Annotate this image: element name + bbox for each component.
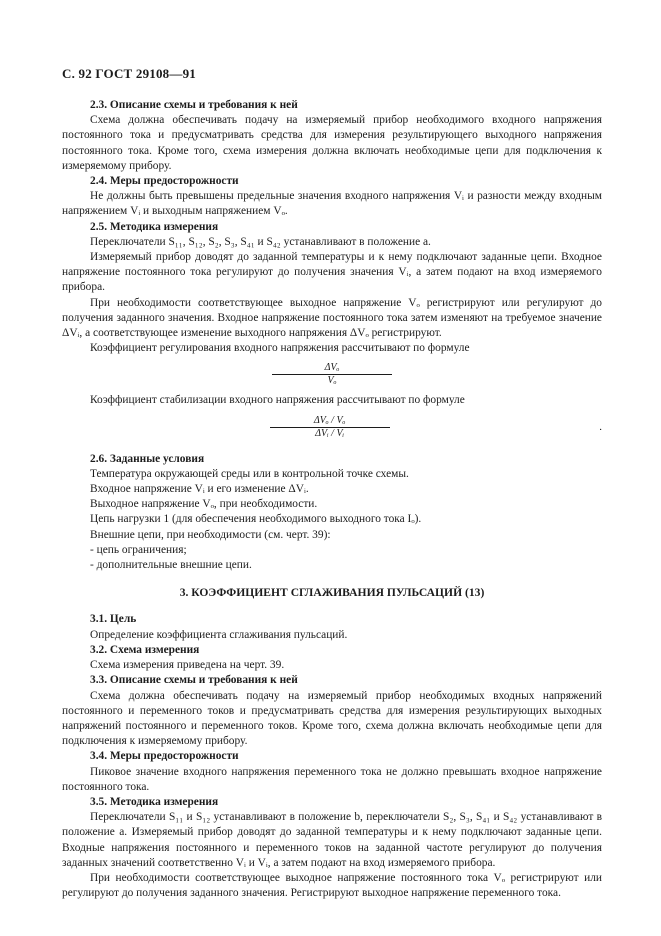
- formula-1-numerator: ΔVₒ: [324, 362, 340, 374]
- condition-1: Температура окружающей среды или в контрольной точке схемы.: [90, 467, 409, 480]
- section-3-4-title: 3.4. Меры предосторожности: [90, 750, 239, 763]
- condition-4: Цепь нагрузки 1 (для обеспечения необходимого выходного тока Iₒ).: [90, 513, 422, 526]
- section-3-2-text: Схема измерения приведена на черт. 39.: [90, 659, 285, 672]
- section-2-5-title: 2.5. Методика измерения: [90, 220, 219, 233]
- condition-2: Входное напряжение Vᵢ и его изменение ΔVᵢ.: [90, 483, 309, 496]
- formula-regulation: [62, 356, 602, 393]
- section-2-5-p5: Коэффициент стабилизации входного напряжения рассчитывают по формуле: [90, 394, 465, 407]
- formula-2-numerator: ΔVₒ / Vₒ: [313, 414, 346, 426]
- formula-1-denominator: Vₒ: [327, 375, 337, 387]
- section-2-4-title: 2.4. Меры предосторожности: [90, 175, 239, 188]
- section-2-6-title: 2.6. Заданные условия: [90, 452, 205, 465]
- section-2-5-p2: Измеряемый прибор доводят до заданной температуры и к нему подключают заданные цепи. Входное напряжение постоянного тока регулируют до получения значения Vᵢ, а затем подают на вход измеряемого прибора.: [62, 251, 602, 294]
- condition-5: Внешние цепи, при необходимости (см. черт. 39):: [90, 528, 331, 541]
- condition-6: - цепь ограничения;: [90, 543, 187, 556]
- section-3-1-title: 3.1. Цель: [90, 613, 137, 626]
- page-header: С. 92 ГОСТ 29108—91: [62, 66, 196, 81]
- section-2-4-text: Не должны быть превышены предельные значения входного напряжения Vᵢ и разности между входным напряжением Vᵢ и выходным напряжением Vₒ.: [62, 190, 602, 218]
- section-2-3-title: 2.3. Описание схемы и требования к ней: [90, 99, 298, 111]
- section-3-5-p1: Переключатели S₁₁ и S₁₂ устанавливают в положение b, переключатели S₂, S₃, S₄₁ и S₄₂ устанавливают в положение a. Измеряемый прибор доводят до заданной температуры и к нему подключают заданные цепи. Входные напряжения постоянного и переменного токов на заданной частоте регулируют до получения заданных значений соответственно Vᵢ и Vᵢ, а затем подают на вход измеряемого прибора.: [62, 811, 602, 869]
- condition-7: - дополнительные внешние цепи.: [90, 559, 252, 572]
- section-2-5-p3: При необходимости соответствующее выходное напряжение Vₒ регистрируют или регулируют до получения заданного значения. Входное напряжение постоянного тока затем изменяют на требуемое значение ΔVᵢ, а соответствующее изменение выходного напряжения ΔVₒ регистрируют.: [62, 296, 602, 340]
- section-3-3-title: 3.3. Описание схемы и требования к ней: [90, 674, 298, 687]
- body-text: [62, 98, 602, 901]
- section-2-5-p1: Переключатели S₁₁, S₁₂, S₂, S₃, S₄₁ и S₄₂ устанавливают в положение a.: [90, 235, 431, 248]
- section-3-5-p2: При необходимости соответствующее выходное напряжение постоянного тока Vₒ регистрируют или регулируют до получения заданного значения. Регистрируют выходное напряжение переменного тока.: [62, 871, 602, 900]
- section-3-2-title: 3.2. Схема измерения: [90, 643, 200, 656]
- formula-2-dot: .: [599, 420, 602, 433]
- section-3-1-text: Определение коэффициента сглаживания пульсаций.: [90, 628, 348, 641]
- section-3-3-text: Схема должна обеспечивать подачу на измеряемый прибор необходимых входных напряжений постоянного и переменного токов и предусматривать средства для измерения результирующих выходных напряжений постоянного и переменного токов. Кроме того, схема должна включать необходимые цепи для подключения к измеряемому прибору.: [62, 689, 602, 748]
- section-3-4-text: Пиковое значение входного напряжения переменного тока не должно превышать входное напряжение постоянного тока.: [62, 765, 602, 793]
- condition-3: Выходное напряжение Vₒ, при необходимости.: [90, 498, 318, 511]
- section-3-title: 3. КОЭФФИЦИЕНТ СГЛАЖИВАНИЯ ПУЛЬСАЦИЙ (13): [179, 586, 485, 600]
- section-2-5-p4: Коэффициент регулирования входного напряжения рассчитывают по формуле: [90, 342, 470, 355]
- section-3-5-title: 3.5. Методика измерения: [90, 795, 219, 808]
- formula-stabilization: [62, 409, 602, 446]
- section-2-3-text: Схема должна обеспечивать подачу на измеряемый прибор необходимого входного напряжения постоянного тока и предусматривать средства для измерения результирующего выходного напряжения постоянного тока. Кроме того, схема измерения должна включать необходимые цепи для подключения к измеряемому прибору.: [62, 114, 602, 172]
- formula-2-denominator: ΔVᵢ / Vᵢ: [315, 427, 345, 439]
